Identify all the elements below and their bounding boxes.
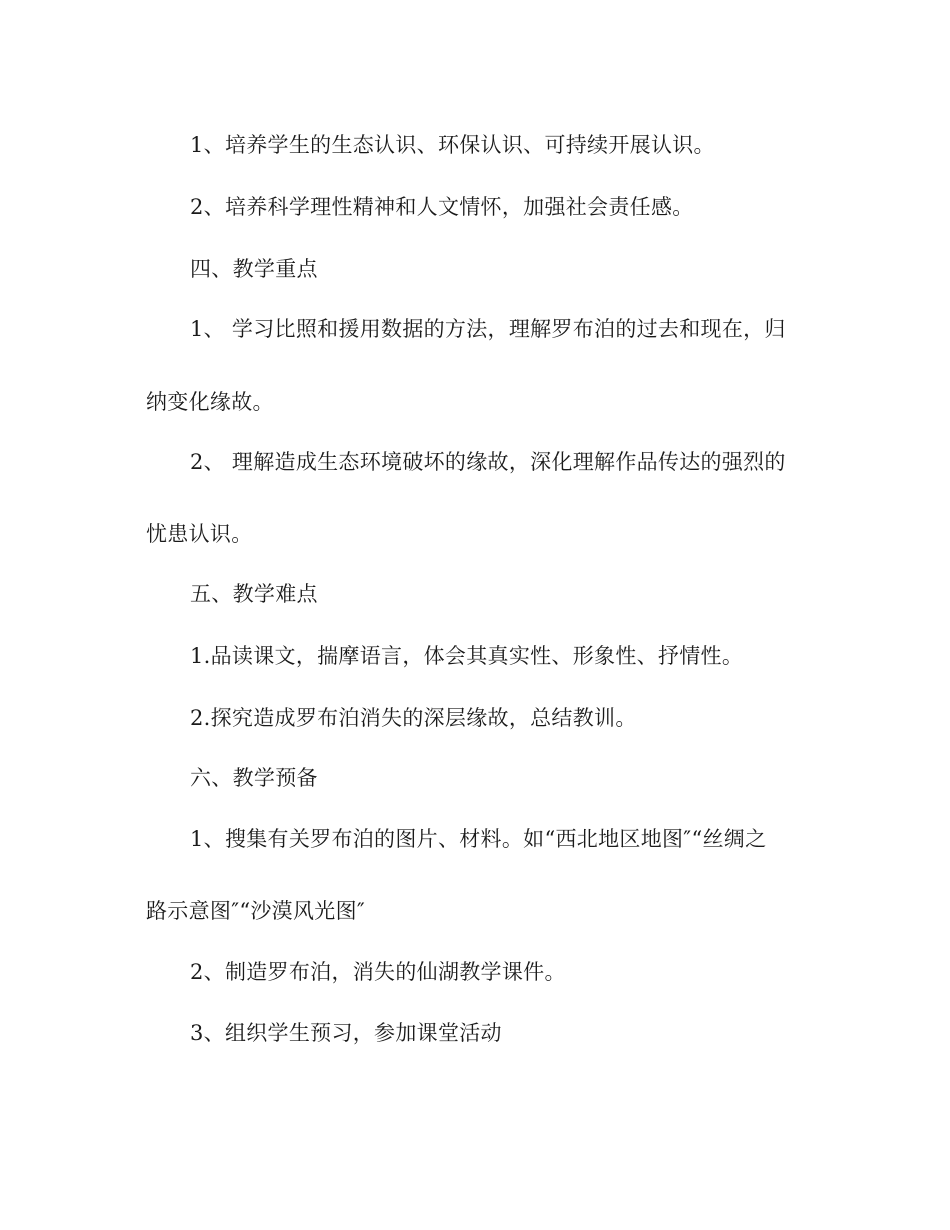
paragraph-difficulty-1: 1.品读课文，揣摩语言，体会其真实性、形象性、抒情性。	[190, 644, 744, 668]
paragraph-preparation-1-line-1: 1、搜集有关罗布泊的图片、材料。如“西北地区地图″“丝绸之	[190, 827, 767, 851]
section-heading-key-points: 四、教学重点	[190, 257, 318, 281]
paragraph-objective-1: 1、培养学生的生态认识、环保认识、可持续开展认识。	[190, 133, 715, 157]
paragraph-key-point-1-line-2: 纳变化缘故。	[146, 390, 274, 414]
paragraph-key-point-2-line-2: 忧患认识。	[146, 522, 253, 546]
paragraph-key-point-2-line-1: 2、 理解造成生态环境破坏的缘故，深化理解作品传达的强烈的	[190, 450, 786, 474]
paragraph-preparation-1-line-2: 路示意图″“沙漠风光图″	[146, 899, 366, 923]
section-heading-preparation: 六、教学预备	[190, 766, 318, 790]
paragraph-objective-2: 2、培养科学理性精神和人文情怀，加强社会责任感。	[190, 195, 694, 219]
paragraph-difficulty-2: 2.探究造成罗布泊消失的深层缘故，总结教训。	[190, 706, 637, 730]
section-heading-difficulties: 五、教学难点	[190, 582, 318, 606]
paragraph-preparation-2: 2、制造罗布泊，消失的仙湖教学课件。	[190, 960, 566, 984]
paragraph-key-point-1-line-1: 1、 学习比照和援用数据的方法，理解罗布泊的过去和现在，归	[190, 317, 786, 341]
paragraph-preparation-3: 3、组织学生预习，参加课堂活动	[190, 1021, 502, 1045]
